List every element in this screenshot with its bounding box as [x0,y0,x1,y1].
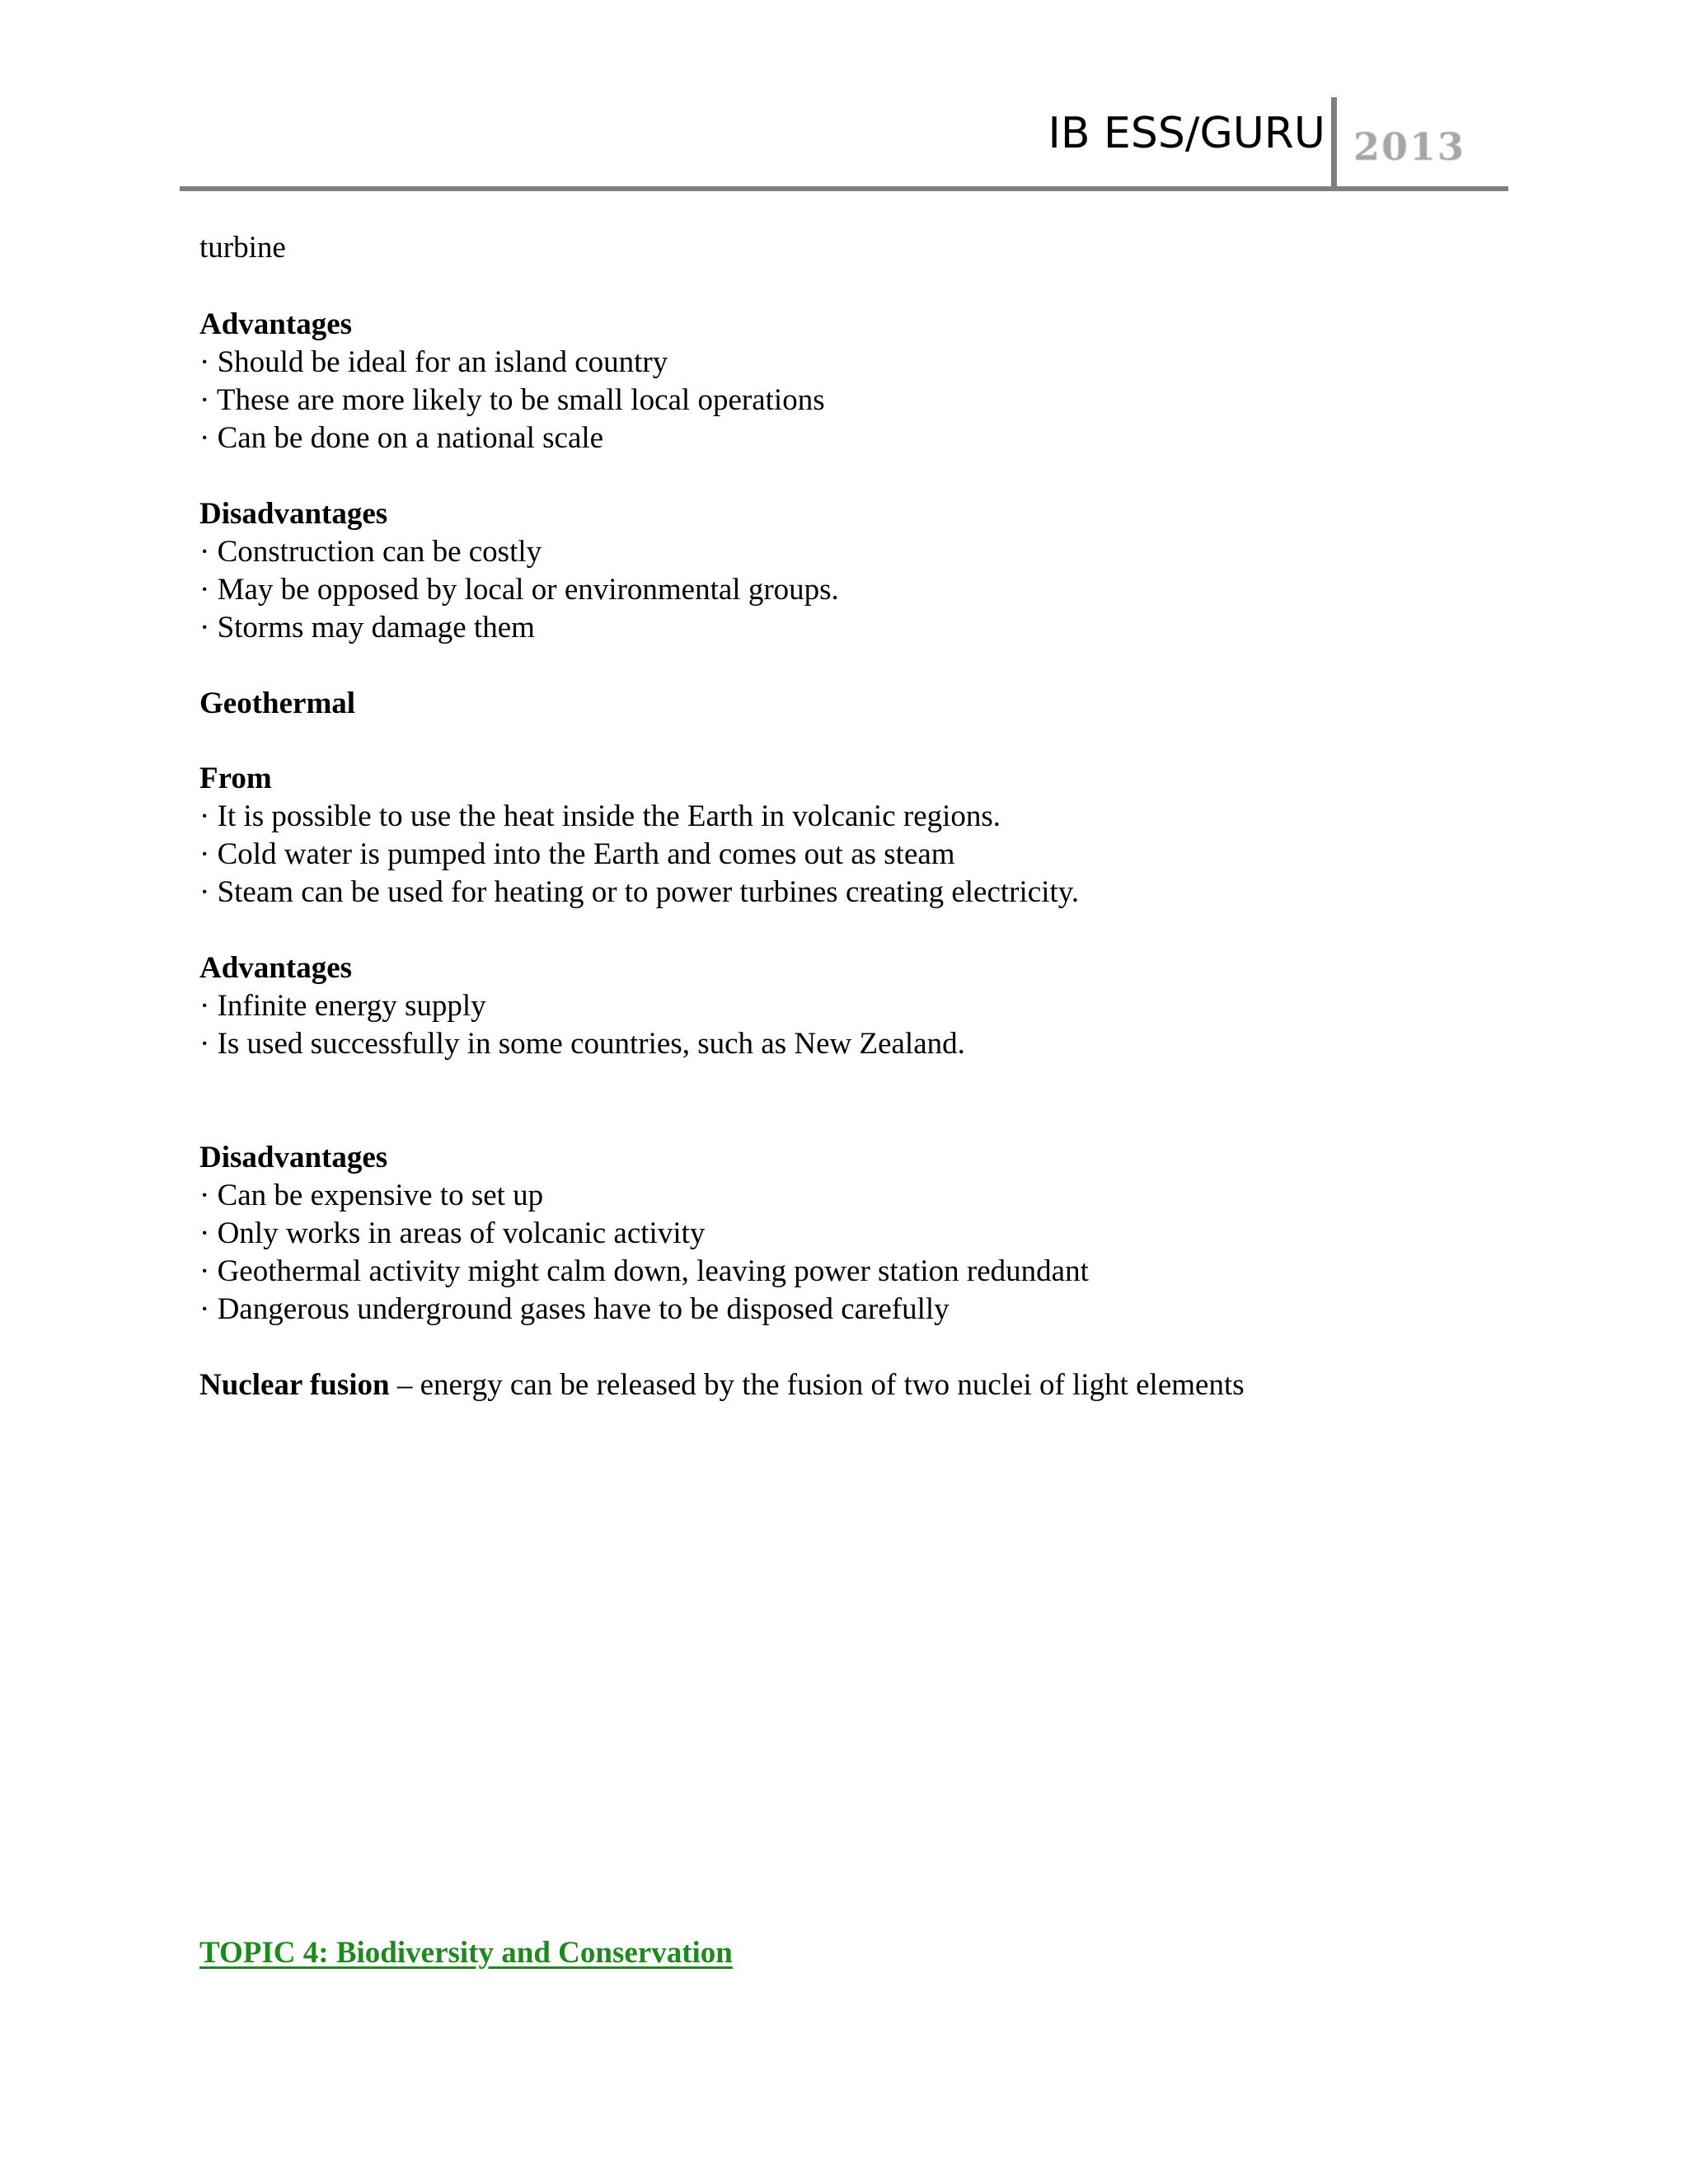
geothermal-title: Geothermal [199,687,356,720]
wave-disadvantage-item: · Construction can be costly [199,535,542,569]
header-year: 2013 [1353,124,1466,169]
header-rule [180,186,1508,191]
nuclear-fusion-term: Nuclear fusion [199,1368,390,1402]
geothermal-from-item: · Steam can be used for heating or to power turbines creating electricity. [199,875,1080,909]
wave-advantage-item: · These are more likely to be small local operations [199,383,825,417]
intro-text: turbine [199,231,286,265]
nuclear-fusion-definition: – energy can be released by the fusion of two nuclei of light elements [389,1368,1245,1402]
geothermal-advantage-item: · Infinite energy supply [199,989,486,1023]
geothermal-from-heading: From [199,762,272,795]
header-divider [1331,97,1337,186]
geothermal-disadvantage-item: · Can be expensive to set up [199,1179,544,1212]
wave-disadvantage-item: · Storms may damage them [199,611,535,644]
nuclear-fusion-paragraph [199,1366,1245,1404]
geothermal-disadvantage-item: · Only works in areas of volcanic activity [199,1216,706,1250]
wave-advantages-heading: Advantages [199,307,353,341]
wave-disadvantages-heading: Disadvantages [199,497,388,531]
geothermal-advantages-heading: Advantages [199,951,353,985]
topic-4-heading-link[interactable]: TOPIC 4: Biodiversity and Conservation [199,1936,733,1970]
wave-disadvantage-item: · May be opposed by local or environmental groups. [199,573,839,607]
header-title: IB ESS/GURU [1048,109,1325,158]
geothermal-disadvantage-item: · Dangerous underground gases have to be disposed carefully [199,1292,950,1326]
wave-advantage-item: · Should be ideal for an island country [199,345,668,379]
geothermal-advantage-item: · Is used successfully in some countries, such as New Zealand. [199,1027,965,1061]
wave-advantage-item: · Can be done on a national scale [199,421,604,455]
geothermal-from-item: · Cold water is pumped into the Earth and comes out as steam [199,837,955,871]
geothermal-from-item: · It is possible to use the heat inside the Earth in volcanic regions. [199,799,1001,833]
geothermal-disadvantages-heading: Disadvantages [199,1141,388,1174]
page-header [180,97,1508,191]
geothermal-disadvantage-item: · Geothermal activity might calm down, leaving power station redundant [199,1254,1089,1288]
